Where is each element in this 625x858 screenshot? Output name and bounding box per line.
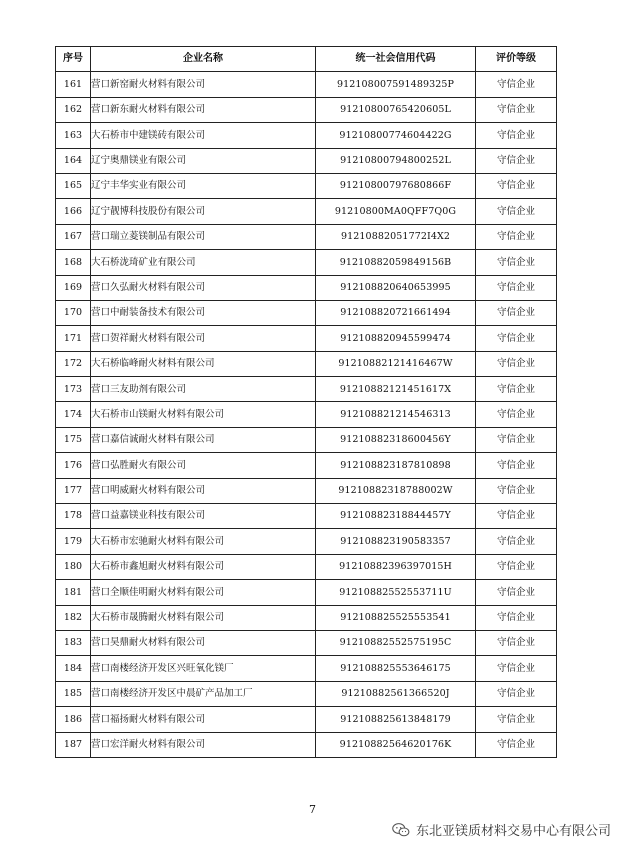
row-number: 173 xyxy=(56,377,91,402)
table-row xyxy=(56,605,557,630)
company-name: 营口全顺佳明耐火材料有限公司 xyxy=(91,580,316,605)
credit-code: 91210882564620176K xyxy=(316,732,476,757)
table-row xyxy=(56,97,557,122)
company-name: 辽宁丰华实业有限公司 xyxy=(91,173,316,198)
rating: 守信企业 xyxy=(476,300,557,325)
row-number: 177 xyxy=(56,478,91,503)
credit-code: 91210800774604422G xyxy=(316,123,476,148)
rating: 守信企业 xyxy=(476,605,557,630)
row-number: 161 xyxy=(56,72,91,97)
row-number: 166 xyxy=(56,199,91,224)
rating: 守信企业 xyxy=(476,97,557,122)
credit-code: 91210882318788002W xyxy=(316,478,476,503)
credit-code: 91210882561366520J xyxy=(316,681,476,706)
credit-code: 912108007591489325P xyxy=(316,72,476,97)
row-number: 187 xyxy=(56,732,91,757)
watermark-text: 东北亚镁质材料交易中心有限公司 xyxy=(415,824,611,839)
table-row xyxy=(56,529,557,554)
company-name: 大石桥市晟腾耐火材料有限公司 xyxy=(91,605,316,630)
table-row xyxy=(56,478,557,503)
credit-code: 91210882318600456Y xyxy=(316,427,476,452)
company-name: 大石桥市中建镁砖有限公司 xyxy=(91,123,316,148)
company-name: 营口益嘉镁业科技有限公司 xyxy=(91,504,316,529)
header-cell-credit-code: 统一社会信用代码 xyxy=(316,47,476,72)
company-name: 营口中耐装备技术有限公司 xyxy=(91,300,316,325)
company-name: 营口南楼经济开发区中晨矿产品加工厂 xyxy=(91,681,316,706)
company-name: 营口昊鼎耐火材料有限公司 xyxy=(91,630,316,655)
row-number: 165 xyxy=(56,173,91,198)
rating: 守信企业 xyxy=(476,250,557,275)
row-number: 175 xyxy=(56,427,91,452)
company-name: 大石桥市鑫旭耐火材料有限公司 xyxy=(91,554,316,579)
credit-code: 91210882059849156B xyxy=(316,250,476,275)
table-row xyxy=(56,707,557,732)
row-number: 174 xyxy=(56,402,91,427)
credit-code: 91210882552575195C xyxy=(316,630,476,655)
table-row xyxy=(56,199,557,224)
row-number: 183 xyxy=(56,630,91,655)
company-name: 营口宏洋耐火材料有限公司 xyxy=(91,732,316,757)
table-row xyxy=(56,656,557,681)
table-row xyxy=(56,351,557,376)
table-row xyxy=(56,250,557,275)
table-row xyxy=(56,173,557,198)
row-number: 162 xyxy=(56,97,91,122)
watermark xyxy=(392,820,611,839)
company-name: 辽宁奥鼎镁业有限公司 xyxy=(91,148,316,173)
rating: 守信企业 xyxy=(476,326,557,351)
table-row xyxy=(56,453,557,478)
credit-code: 91210882121451617X xyxy=(316,377,476,402)
rating: 守信企业 xyxy=(476,427,557,452)
row-number: 180 xyxy=(56,554,91,579)
company-name: 营口瑞立菱镁制品有限公司 xyxy=(91,224,316,249)
wechat-icon xyxy=(392,822,410,838)
row-number: 176 xyxy=(56,453,91,478)
table-row xyxy=(56,427,557,452)
rating: 守信企业 xyxy=(476,580,557,605)
row-number: 178 xyxy=(56,504,91,529)
row-number: 186 xyxy=(56,707,91,732)
table-row xyxy=(56,630,557,655)
row-number: 182 xyxy=(56,605,91,630)
credit-code: 912108820945599474 xyxy=(316,326,476,351)
rating: 守信企业 xyxy=(476,351,557,376)
table-row xyxy=(56,504,557,529)
table-row xyxy=(56,326,557,351)
rating: 守信企业 xyxy=(476,72,557,97)
credit-code: 912108820721661494 xyxy=(316,300,476,325)
table-row xyxy=(56,402,557,427)
table-row xyxy=(56,72,557,97)
credit-code: 91210800MA0QFF7Q0G xyxy=(316,199,476,224)
table-row xyxy=(56,377,557,402)
company-name: 营口福扬耐火材料有限公司 xyxy=(91,707,316,732)
row-number: 171 xyxy=(56,326,91,351)
credit-code: 912108823187810898 xyxy=(316,453,476,478)
header-cell-company-name: 企业名称 xyxy=(91,47,316,72)
company-name: 大石桥市宏驰耐火材料有限公司 xyxy=(91,529,316,554)
table-row xyxy=(56,123,557,148)
row-number: 185 xyxy=(56,681,91,706)
rating: 守信企业 xyxy=(476,630,557,655)
company-name: 大石桥泷琦矿业有限公司 xyxy=(91,250,316,275)
rating: 守信企业 xyxy=(476,148,557,173)
header-cell-number: 序号 xyxy=(56,47,91,72)
row-number: 167 xyxy=(56,224,91,249)
table-row xyxy=(56,580,557,605)
company-name: 营口久弘耐火材料有限公司 xyxy=(91,275,316,300)
company-name: 营口南楼经济开发区兴旺氧化镁厂 xyxy=(91,656,316,681)
row-number: 168 xyxy=(56,250,91,275)
credit-code: 91210882396397015H xyxy=(316,554,476,579)
rating: 守信企业 xyxy=(476,199,557,224)
credit-code: 91210800765420605L xyxy=(316,97,476,122)
company-name: 营口明威耐火材料有限公司 xyxy=(91,478,316,503)
credit-code: 912108823190583357 xyxy=(316,529,476,554)
page-number: 7 xyxy=(309,803,316,816)
credit-code: 912108821214546313 xyxy=(316,402,476,427)
row-number: 179 xyxy=(56,529,91,554)
row-number: 164 xyxy=(56,148,91,173)
enterprise-table xyxy=(55,46,557,758)
company-name: 辽宁靓博科技股份有限公司 xyxy=(91,199,316,224)
table-row xyxy=(56,681,557,706)
rating: 守信企业 xyxy=(476,681,557,706)
company-name: 营口新窑耐火材料有限公司 xyxy=(91,72,316,97)
rating: 守信企业 xyxy=(476,504,557,529)
row-number: 172 xyxy=(56,351,91,376)
rating: 守信企业 xyxy=(476,707,557,732)
row-number: 181 xyxy=(56,580,91,605)
credit-code: 912108825553646175 xyxy=(316,656,476,681)
credit-code: 912108820640653995 xyxy=(316,275,476,300)
row-number: 169 xyxy=(56,275,91,300)
rating: 守信企业 xyxy=(476,732,557,757)
credit-code: 91210800797680866F xyxy=(316,173,476,198)
rating: 守信企业 xyxy=(476,529,557,554)
rating: 守信企业 xyxy=(476,402,557,427)
credit-code: 91210882121416467W xyxy=(316,351,476,376)
rating: 守信企业 xyxy=(476,123,557,148)
table-row xyxy=(56,732,557,757)
row-number: 170 xyxy=(56,300,91,325)
credit-code: 912108825613848179 xyxy=(316,707,476,732)
company-name: 营口三友助剂有限公司 xyxy=(91,377,316,402)
row-number: 184 xyxy=(56,656,91,681)
rating: 守信企业 xyxy=(476,224,557,249)
header-cell-rating: 评价等级 xyxy=(476,47,557,72)
rating: 守信企业 xyxy=(476,173,557,198)
company-name: 营口弘胜耐火有限公司 xyxy=(91,453,316,478)
rating: 守信企业 xyxy=(476,656,557,681)
rating: 守信企业 xyxy=(476,275,557,300)
table-row xyxy=(56,275,557,300)
credit-code: 912108825525553541 xyxy=(316,605,476,630)
rating: 守信企业 xyxy=(476,554,557,579)
company-name: 大石桥临峰耐火材料有限公司 xyxy=(91,351,316,376)
table-row xyxy=(56,554,557,579)
row-number: 163 xyxy=(56,123,91,148)
company-name: 大石桥市山镁耐火材料有限公司 xyxy=(91,402,316,427)
table-row xyxy=(56,148,557,173)
rating: 守信企业 xyxy=(476,478,557,503)
credit-code: 91210882318844457Y xyxy=(316,504,476,529)
rating: 守信企业 xyxy=(476,453,557,478)
header-row xyxy=(56,47,557,72)
company-name: 营口嘉信诚耐火材料有限公司 xyxy=(91,427,316,452)
table-row xyxy=(56,224,557,249)
credit-code: 91210800794800252L xyxy=(316,148,476,173)
company-name: 营口贺祥耐火材料有限公司 xyxy=(91,326,316,351)
credit-code: 91210882552553711U xyxy=(316,580,476,605)
credit-code: 91210882051772I4X2 xyxy=(316,224,476,249)
table-row xyxy=(56,300,557,325)
company-name: 营口新东耐火材料有限公司 xyxy=(91,97,316,122)
rating: 守信企业 xyxy=(476,377,557,402)
